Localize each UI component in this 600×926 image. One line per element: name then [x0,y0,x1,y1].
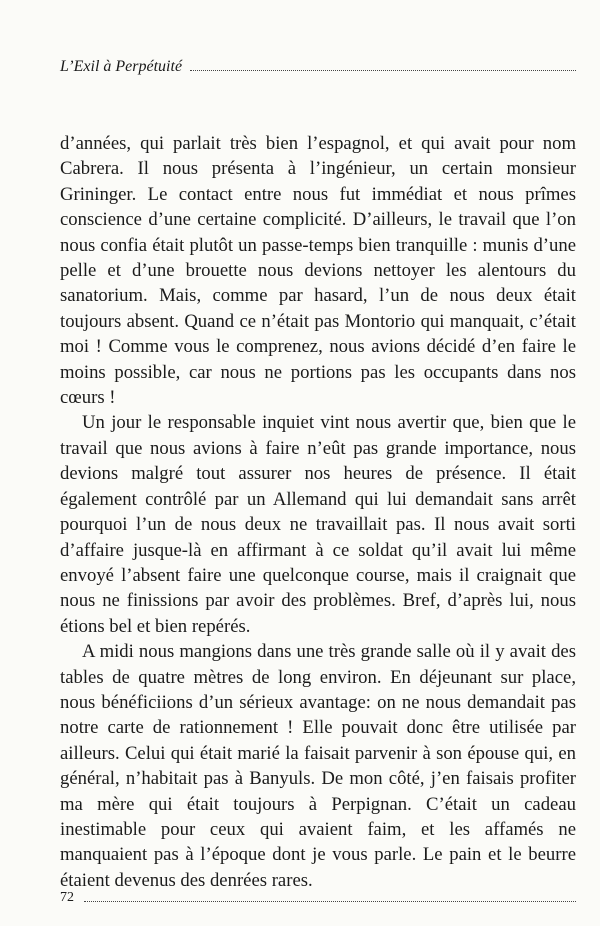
running-footer [60,886,576,906]
paragraph-3: A midi nous mangions dans une très grande salle où il y avait des tables de quatre mètres de long environ. En déjeunant sur place, nous bénéficiions d’un sérieux avantage: on ne nous demandait pas notre carte de rationnement ! Elle pouvait donc être utilisée par ailleurs. Celui qui était marié la faisait parvenir à son épouse qui, en général, n’habitait pas à Banyuls. De mon côté, j’en faisais profiter ma mère qui était toujours à Perpignan. C’était un cadeau inestimable pour ceux qui avaient faim, et les affamés ne manquaient pas à l’époque dont je vous parle. Le pain et le beurre étaient devenus des denrées rares. [60,641,576,891]
page-body [60,131,576,893]
running-title: L’Exil à Perpétuité [60,58,183,75]
paragraph-1: d’années, qui parlait très bien l’espagnol, et qui avait pour nom Cabrera. Il nous présenta à l’ingénieur, un certain monsieur Grininger. Le contact entre nous fut immédiat et nous prîmes conscience d’une certaine complicité. D’ailleurs, le travail que l’on nous confia était plutôt un passe-temps bien tranquille : munis d’une pelle et d’une brouette nous devions nettoyer les alentours du sanatorium. Mais, comme par hasard, l’un de nous deux était toujours absent. Quand ce n’était pas Montorio qui manquait, c’était moi ! Comme vous le comprenez, nous avions décidé d’en faire le moins possible, car nous ne portions pas les occupants dans nos cœurs ! [60,133,576,409]
header-dotted-rule [190,70,576,71]
running-header [60,54,576,76]
footer-dotted-rule [84,901,576,902]
paragraph-2: Un jour le responsable inquiet vint nous avertir que, bien que le travail que nous avions à faire n’eût pas grande importance, nous devions malgré tout assurer nos heures de présence. Il était également contrôlé par un Allemand qui lui demandait sans arrêt pourquoi l’un de nous deux ne travaillait pas. Il nous avait sorti d’affaire jusque-là en affirmant à ce soldat qu’il avait lui même envoyé l’absent faire une quelconque course, mais il craignait que nous ne finissions par avoir des problèmes. Bref, d’après lui, nous étions bel et bien repérés. [60,412,576,637]
page-number: 72 [60,890,74,905]
